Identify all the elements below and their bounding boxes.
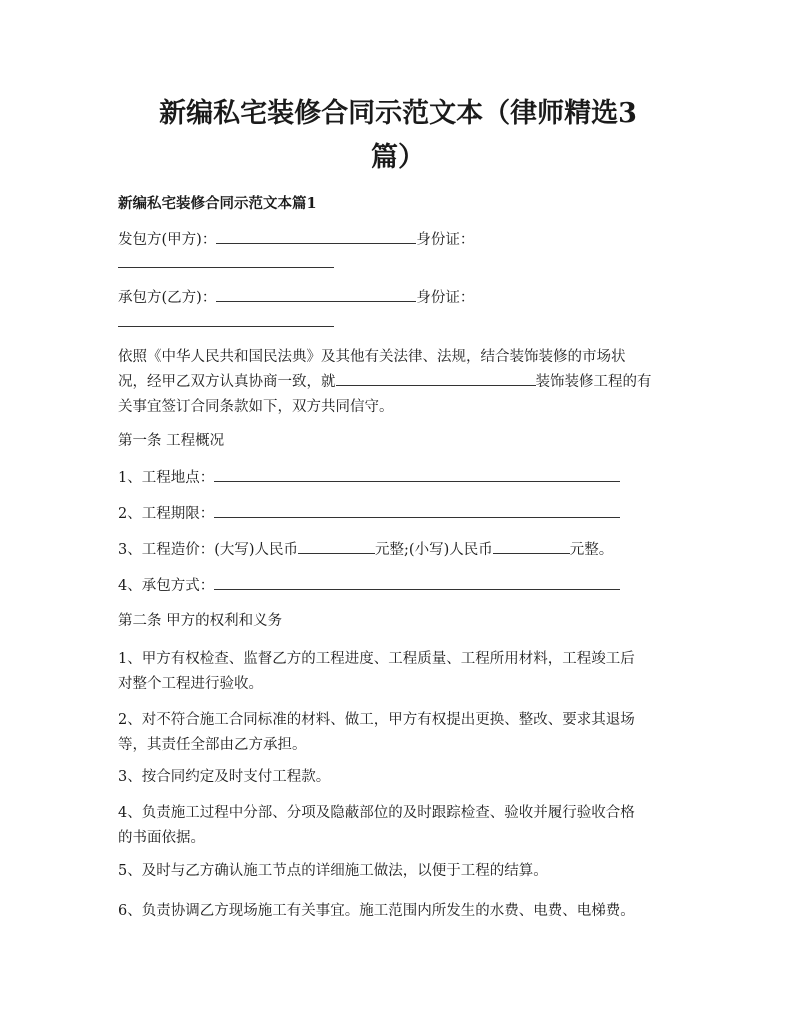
location-blank (214, 466, 620, 482)
period-blank (214, 502, 620, 518)
article2-item5: 5、及时与乙方确认施工节点的详细施工做法，以便于工程的结算。 (118, 863, 548, 879)
party-a-id-label: 身份证： (416, 232, 475, 248)
article1-item1 (118, 466, 688, 491)
project-name-blank (336, 370, 536, 386)
article2-item1-line2: 对整个工程进行验收。 (118, 676, 263, 692)
amount-uppercase-blank (298, 538, 375, 554)
amount-lowercase-blank (493, 538, 570, 554)
intro-paragraph (118, 345, 688, 420)
intro-line-1: 依照《中华人民共和国民法典》及其他有关法律、法规，结合装饰装修的市场状 (118, 349, 626, 365)
article1-item1-label: 1、工程地点： (118, 470, 215, 486)
article2-item4-line2: 的书面依据。 (118, 830, 205, 846)
article2-item1 (118, 647, 688, 697)
article2-item6: 6、负责协调乙方现场施工有关事宜。施工范围内所发生的水费、电费、电梯费。 (118, 903, 635, 919)
party-b-line (118, 286, 688, 311)
intro-line-2-b: 装饰装修工程的有 (535, 374, 652, 390)
article2-item4 (118, 801, 688, 851)
party-b-id-label: 身份证： (416, 290, 475, 306)
article1-item3 (118, 538, 688, 563)
article1-item4-label: 4、承包方式： (118, 578, 215, 594)
party-b-label: 承包方(乙方)： (118, 290, 217, 306)
intro-line-3: 关事宜签订合同条款如下，双方共同信守。 (118, 399, 394, 415)
page-title (100, 92, 696, 180)
article2-item1-line1: 1、甲方有权检查、监督乙方的工程进度、工程质量、工程所用材料，工程竣工后 (118, 651, 635, 667)
party-b-name-blank (216, 286, 416, 302)
article2-item2 (118, 708, 688, 758)
party-a-line (118, 228, 688, 253)
article1-item3-c: 元整。 (569, 542, 614, 558)
party-a-id-blank (118, 267, 334, 268)
party-a-label: 发包方(甲方)： (118, 232, 217, 248)
article1-item3-b: 元整;(小写)人民币 (375, 542, 493, 558)
article1-item2 (118, 502, 688, 527)
party-b-id-blank (118, 326, 334, 327)
article1-heading: 第一条 工程概况 (118, 433, 225, 449)
intro-line-2 (118, 370, 688, 395)
intro-line-2-a: 况，经甲乙双方认真协商一致，就 (118, 374, 336, 390)
article1-item4 (118, 574, 688, 599)
title-line-1: 新编私宅装修合同示范文本（律师精选3 (159, 98, 637, 129)
article2-item2-line1: 2、对不符合施工合同标准的材料、做工，甲方有权提出更换、整改、要求其退场 (118, 712, 635, 728)
section-heading: 新编私宅装修合同示范文本篇1 (118, 195, 317, 212)
title-line-2: 篇） (371, 142, 425, 173)
article1-item3-a: 3、工程造价：(大写)人民币 (118, 542, 299, 558)
article1-item2-label: 2、工程期限： (118, 506, 215, 522)
article2-heading: 第二条 甲方的权利和义务 (118, 613, 283, 629)
article2-item4-line1: 4、负责施工过程中分部、分项及隐蔽部位的及时跟踪检查、验收并履行验收合格 (118, 805, 635, 821)
party-a-name-blank (216, 228, 416, 244)
article2-item2-line2: 等，其责任全部由乙方承担。 (118, 737, 307, 753)
contract-method-blank (214, 574, 620, 590)
article2-item3: 3、按合同约定及时支付工程款。 (118, 769, 331, 785)
